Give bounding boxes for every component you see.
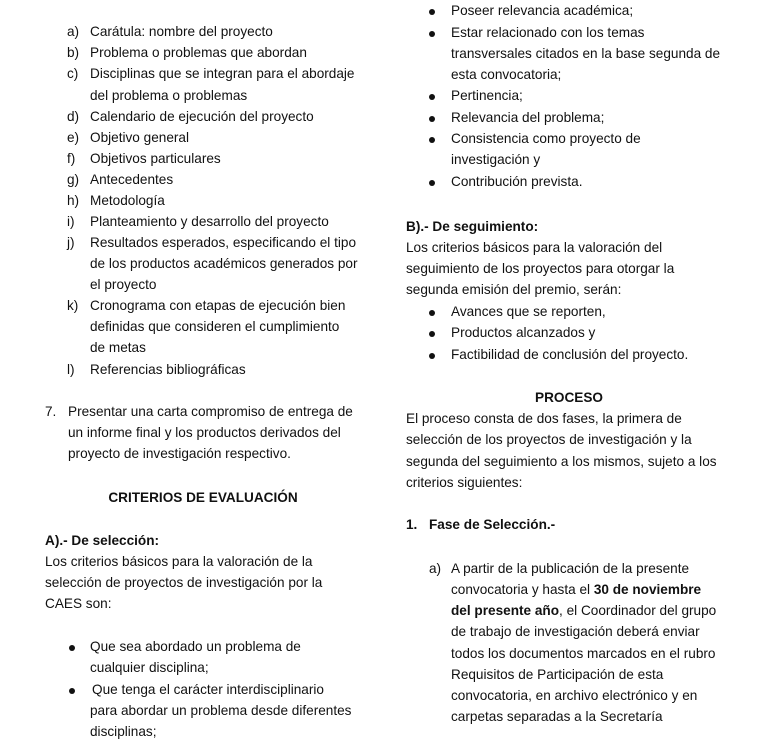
list-item: Resultados esperados, especificando el tipo	[90, 235, 357, 250]
followup-paragraph: seguimiento de los proyectos para otorgar la	[406, 261, 675, 276]
process-paragraph: segunda del seguimiento a los mismos, sujeto a los	[406, 454, 717, 469]
deadline-year: del presente año	[451, 603, 560, 618]
selection-paragraph: CAES son:	[45, 596, 112, 611]
list-marker: f)	[67, 151, 76, 166]
process-paragraph: El proceso consta de dos fases, la primera de	[406, 411, 682, 426]
criteria-heading: CRITERIOS DE EVALUACIÓN	[108, 490, 298, 505]
selection-bullet-cont: investigación y	[451, 152, 541, 167]
list-marker: d)	[67, 109, 80, 124]
list-item: Metodología	[90, 193, 165, 208]
bullet-icon	[429, 310, 435, 316]
bullet-icon	[429, 116, 435, 122]
process-heading: PROCESO	[535, 390, 603, 405]
list-item-cont: el proyecto	[90, 277, 157, 292]
selection-heading: A).- De selección:	[45, 533, 160, 548]
bullet-icon	[429, 94, 435, 100]
list-item: Antecedentes	[90, 172, 174, 187]
deadline-date: 30 de noviembre	[593, 582, 702, 597]
bullet-icon	[69, 688, 75, 694]
selection-paragraph: selección de proyectos de investigación por la	[45, 575, 323, 590]
item-a-text: carpetas separadas a la Secretaría	[451, 709, 663, 724]
selection-bullet: Estar relacionado con los temas	[451, 25, 645, 40]
selection-bullet: Poseer relevancia académica;	[451, 3, 634, 18]
selection-bullet: Que sea abordado un problema de	[90, 639, 301, 654]
list-item: Disciplinas que se integran para el abordaje	[90, 66, 355, 81]
followup-paragraph: segunda emisión del premio, serán:	[406, 282, 622, 297]
list-marker: j)	[67, 235, 75, 250]
list-marker: 7.	[45, 404, 57, 419]
list-item: Objetivos particulares	[90, 151, 221, 166]
list-item: Referencias bibliográficas	[90, 362, 246, 377]
list-item: Objetivo general	[90, 130, 189, 145]
list-item: Planteamiento y desarrollo del proyecto	[90, 214, 329, 229]
list-marker: i)	[67, 214, 75, 229]
item-a-text: del presente año, el Coordinador del grupo	[451, 603, 717, 618]
bullet-icon	[429, 331, 435, 337]
selection-bullet-cont: esta convocatoria;	[451, 67, 562, 82]
followup-bullet: Factibilidad de conclusión del proyecto.	[451, 347, 689, 362]
selection-bullet: Consistencia como proyecto de	[451, 131, 641, 146]
list-marker: a)	[67, 24, 80, 39]
selection-bullet-cont: disciplinas;	[90, 724, 157, 739]
item-7-text: un informe final y los productos derivados del	[68, 425, 341, 440]
item-a-text: A partir de la publicación de la presente	[451, 561, 690, 576]
list-marker: b)	[67, 45, 80, 60]
list-item: Calendario de ejecución del proyecto	[90, 109, 314, 124]
selection-bullet: Relevancia del problema;	[451, 110, 605, 125]
item-a-text: todos los documentos marcados en el rubro	[451, 646, 716, 661]
selection-paragraph: Los criterios básicos para la valoración de la	[45, 554, 313, 569]
list-marker: a)	[429, 561, 442, 576]
list-item-cont: de los productos académicos generados por	[90, 256, 358, 271]
list-item-cont: de metas	[90, 340, 146, 355]
item-a-text: Requisitos de Participación de esta	[451, 667, 664, 682]
selection-bullet-cont: para abordar un problema desde diferentes	[90, 703, 352, 718]
item-a-text: convocatoria, en archivo electrónico y en	[451, 688, 698, 703]
followup-heading: B).- De seguimiento:	[406, 219, 539, 234]
item-a-text: de trabajo de investigación deberá enviar	[451, 624, 700, 639]
selection-bullet: Que tenga el carácter interdisciplinario	[92, 682, 324, 697]
list-item: Problema o problemas que abordan	[90, 45, 307, 60]
list-item: Cronograma con etapas de ejecución bien	[90, 298, 346, 313]
bullet-icon	[429, 180, 435, 186]
list-marker: e)	[67, 130, 80, 145]
phase-1-title: Fase de Selección.-	[429, 517, 556, 532]
selection-bullet-cont: cualquier disciplina;	[90, 660, 209, 675]
item-7-text: proyecto de investigación respectivo.	[68, 446, 291, 461]
item-7-text: Presentar una carta compromiso de entrega de	[68, 404, 353, 419]
list-item-cont: definidas que consideren el cumplimiento	[90, 319, 340, 334]
followup-paragraph: Los criterios básicos para la valoración del	[406, 240, 663, 255]
bullet-icon	[429, 137, 435, 143]
list-item: Carátula: nombre del proyecto	[90, 24, 273, 39]
list-marker: k)	[67, 298, 79, 313]
bullet-icon	[429, 9, 435, 15]
list-item-cont: del problema o problemas	[90, 88, 248, 103]
list-marker: g)	[67, 172, 80, 187]
item-a-text: convocatoria y hasta el 30 de noviembre	[451, 582, 702, 597]
selection-bullet: Contribución prevista.	[451, 174, 583, 189]
selection-bullet: Pertinencia;	[451, 88, 523, 103]
process-paragraph: selección de los proyectos de investigación y la	[406, 432, 692, 447]
selection-bullet-cont: transversales citados en la base segunda de	[451, 46, 721, 61]
followup-bullet: Avances que se reporten,	[451, 304, 606, 319]
followup-bullet: Productos alcanzados y	[451, 325, 596, 340]
list-marker: l)	[67, 362, 75, 377]
bullet-icon	[69, 645, 75, 651]
bullet-icon	[429, 31, 435, 37]
phase-1-marker: 1.	[406, 517, 418, 532]
list-marker: c)	[67, 66, 79, 81]
bullet-icon	[429, 353, 435, 359]
process-paragraph: criterios siguientes:	[406, 475, 523, 490]
list-marker: h)	[67, 193, 80, 208]
